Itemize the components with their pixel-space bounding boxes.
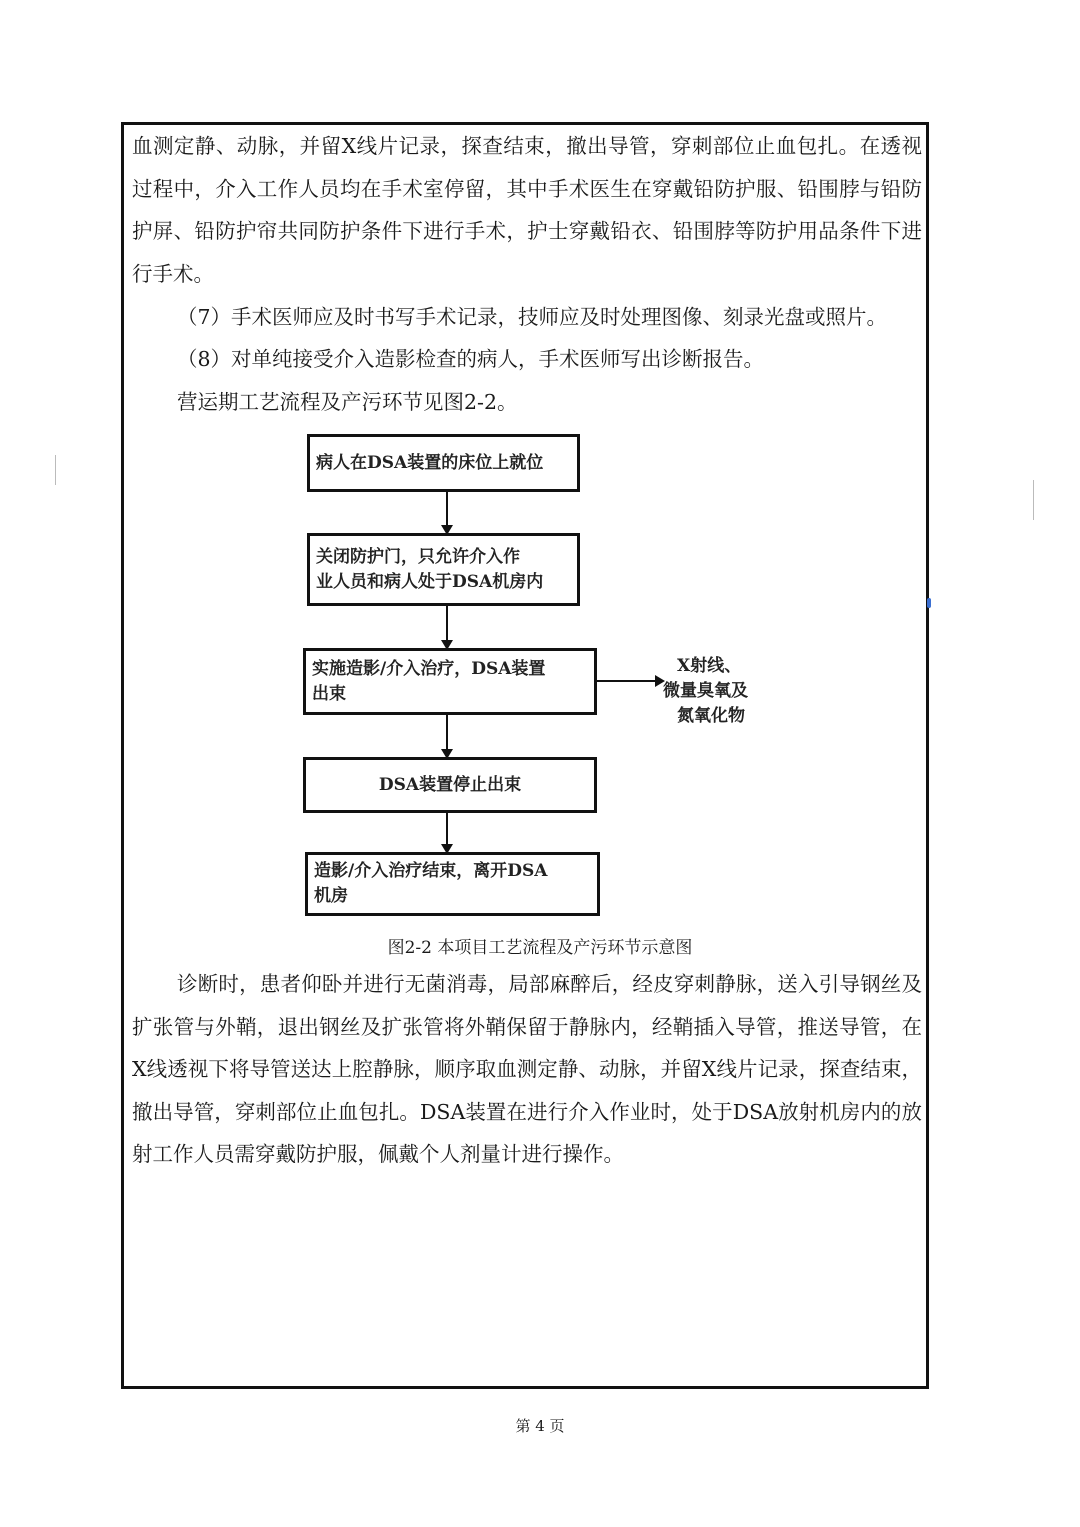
flow-arrow-pollutant [597,680,663,682]
flow-step-5 [305,852,600,916]
flow-step-4-text: DSA装置停止出束 [378,774,522,795]
pollutant-label [663,654,783,729]
pollutant-line-3: 氮氧化物 [677,706,745,726]
flow-step-2-line-1: 关闭防护门，只允许介入作 [316,546,520,567]
flow-step-2 [307,533,580,606]
body-paragraph-1: 血测定静、动脉，并留X线片记录，探查结束，撤出导管，穿刺部位止血包扎。在透视过程中，介入工作人员均在手术室停留，其中手术医生在穿戴铅防护服、铅围脖与铅防护屏、铅防护帘共同防护条件下进行手术，护士穿戴铅衣、铅围脖等防护用品条件下进行手术。 [132,134,922,286]
flow-step-5-line-2: 机房 [314,886,348,906]
pollutant-line-2: 微量臭氧及 [663,681,748,701]
flow-step-4 [303,757,597,813]
page-number: 第 4 页 [515,1417,565,1435]
body-paragraph-4: 营运期工艺流程及产污环节见图2-2。 [177,390,518,414]
flow-arrow-1 [446,492,448,533]
scan-artifact-dot [927,598,931,608]
body-paragraph-5: 诊断时，患者仰卧并进行无菌消毒，局部麻醉后，经皮穿刺静脉，送入引导钢丝及扩张管与外鞘，退出钢丝及扩张管将外鞘保留于静脉内，经鞘插入导管，推送导管，在X线透视下将导管送达上腔静脉，顺序取血测定静、动脉，并留X线片记录，探查结束，撤出导管，穿刺部位止血包扎。DSA装置在进行介入作业时，处于DSA放射机房内的放射工作人员需穿戴防护服，佩戴个人剂量计进行操作。 [132,972,922,1166]
pollutant-line-1: X射线、 [677,656,742,676]
flow-step-5-line-1: 造影/介入治疗结束，离开DSA [314,861,548,881]
flow-step-3 [303,648,597,715]
scan-artifact-right [1033,480,1034,520]
flow-step-3-line-1: 实施造影/介入治疗，DSA装置 [312,658,546,679]
flow-arrow-3 [446,715,448,757]
body-paragraph-3: （8）对单纯接受介入造影检查的病人，手术医师写出诊断报告。 [177,347,765,371]
figure-caption: 图2-2 本项目工艺流程及产污环节示意图 [387,938,693,958]
flow-step-1 [307,434,580,492]
scan-artifact-left [55,455,56,485]
flow-arrow-2 [446,606,448,648]
flow-step-1-text: 病人在DSA装置的床位上就位 [316,452,544,473]
flow-step-2-line-2: 业人员和病人处于DSA机房内 [316,571,544,592]
flow-arrow-4 [446,813,448,852]
body-paragraph-2: （7）手术医师应及时书写手术记录，技师应及时处理图像、刻录光盘或照片。 [177,305,888,329]
flow-step-3-line-2: 出束 [312,683,346,704]
